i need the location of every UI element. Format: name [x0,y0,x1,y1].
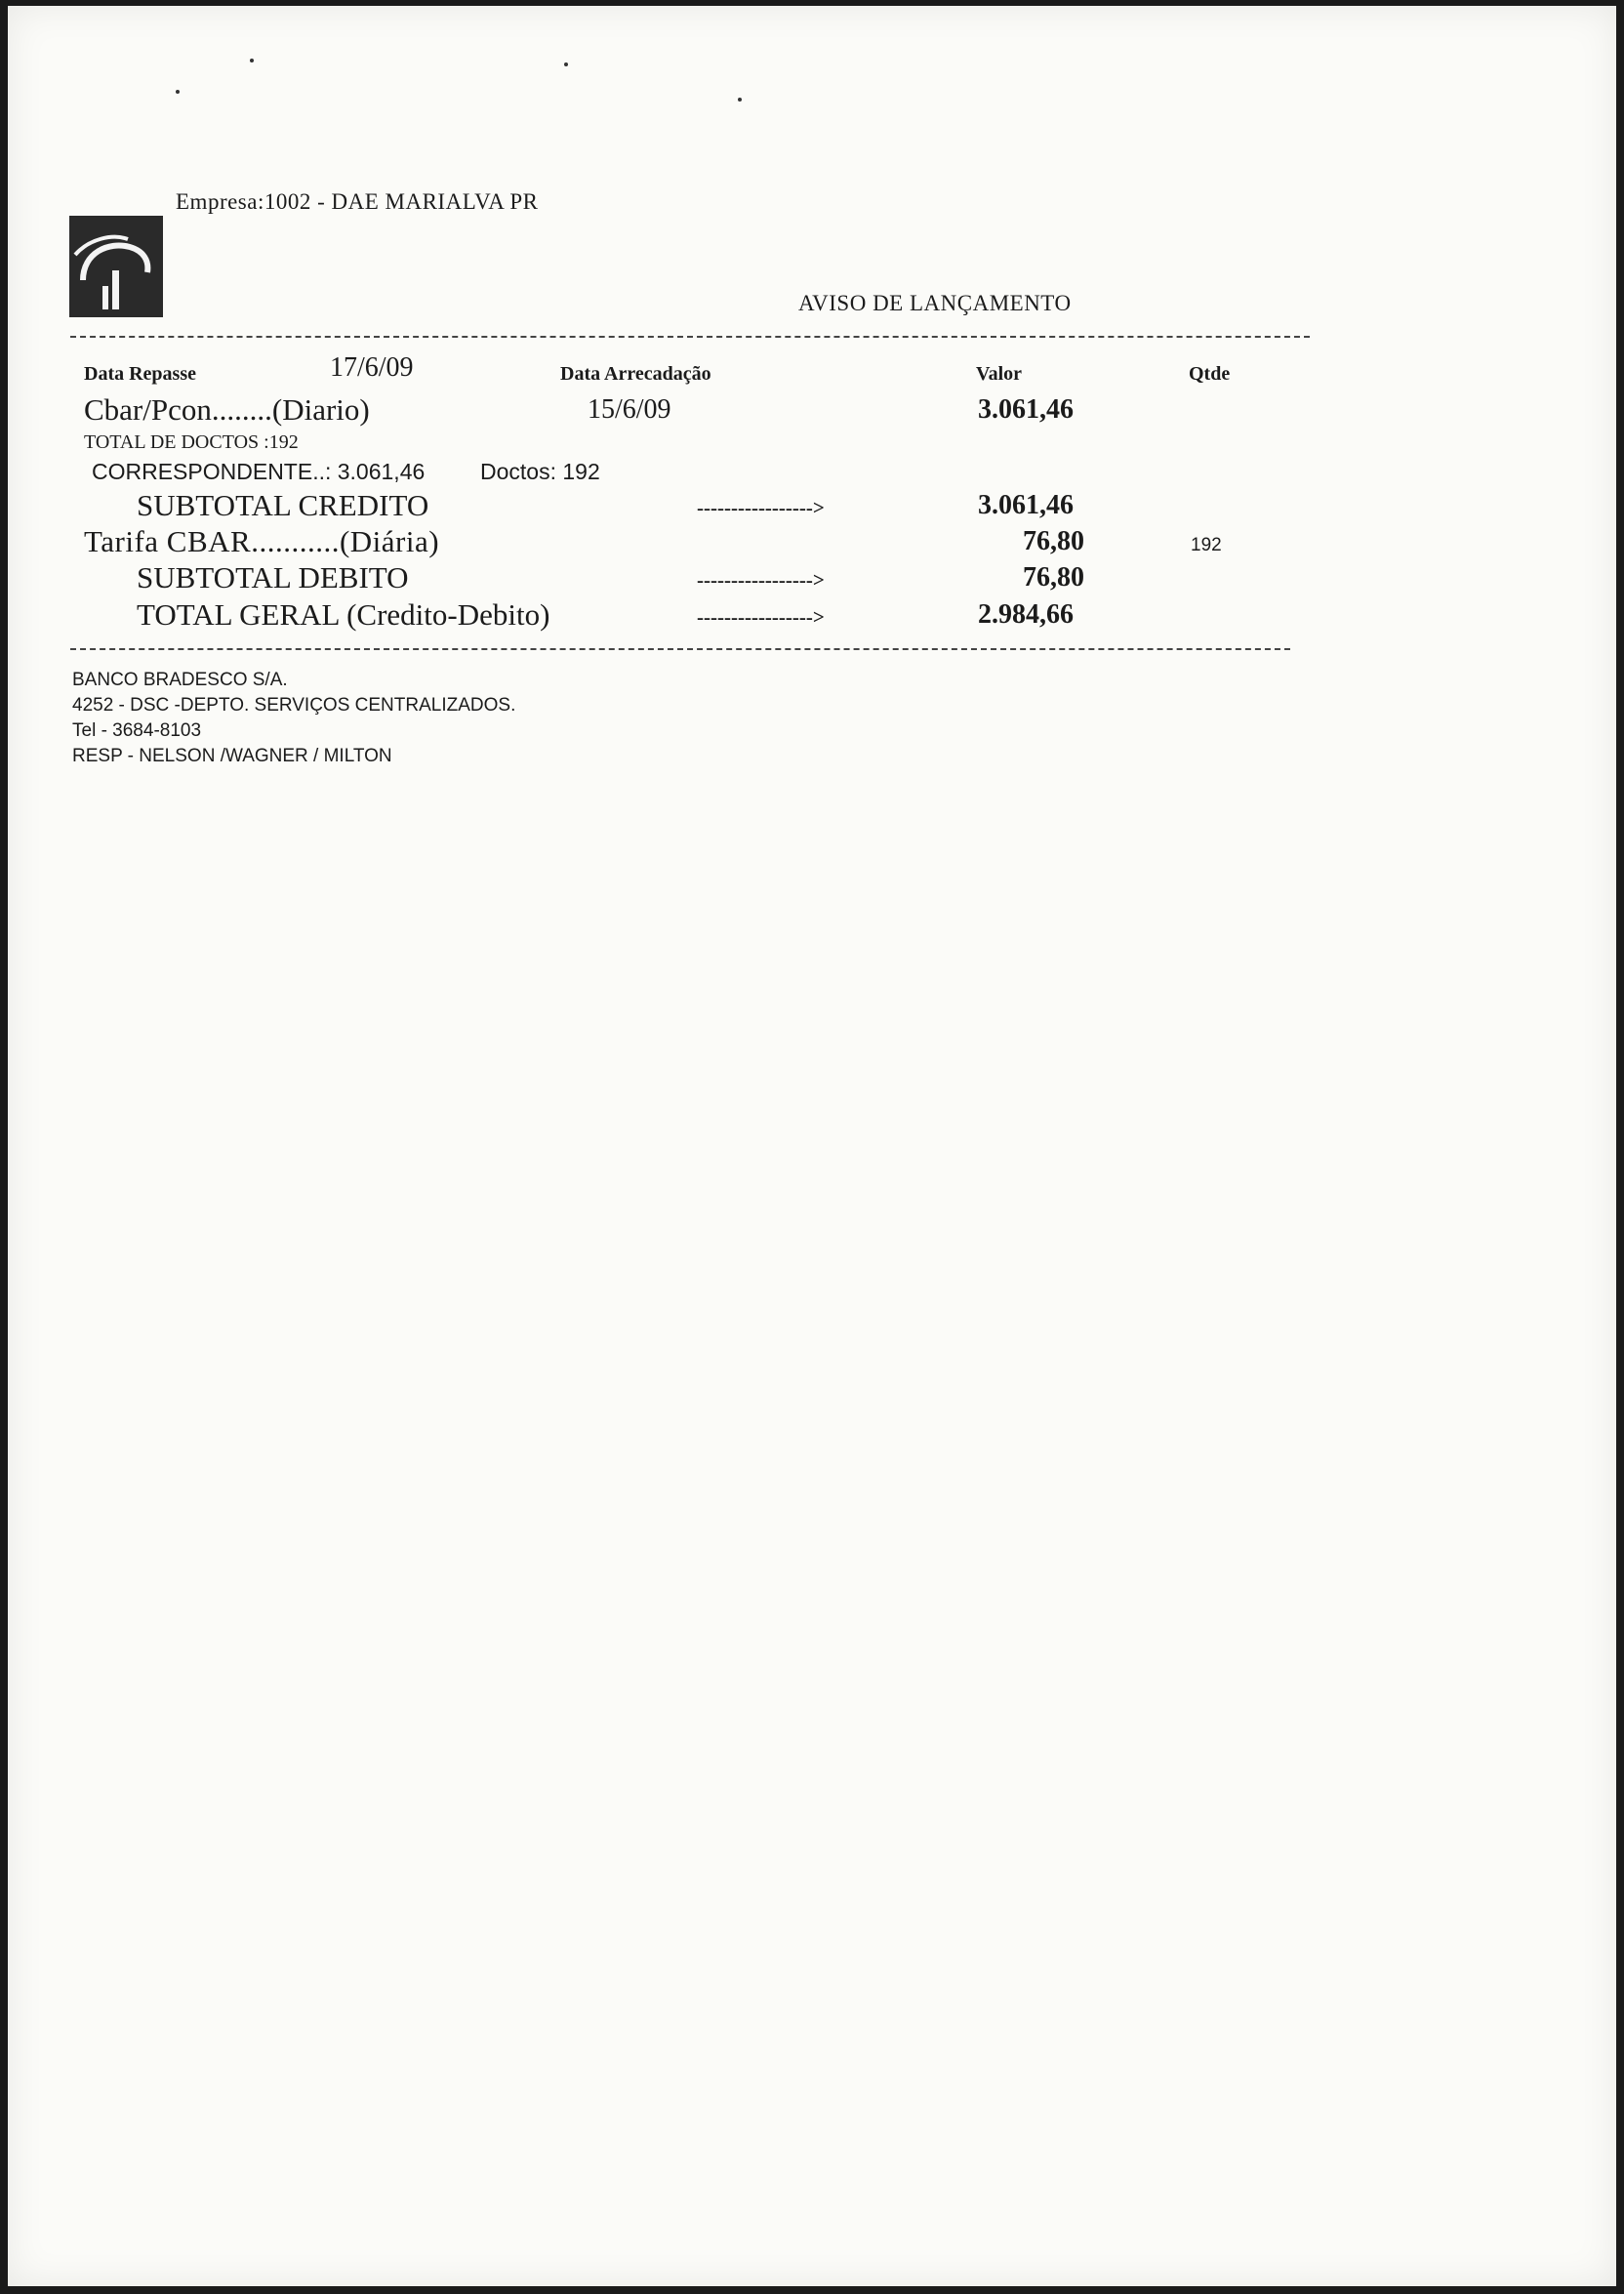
cbar-pcon-date: 15/6/09 [588,394,671,425]
valor-label: Valor [976,363,1023,385]
tarifa-cbar-value: 76,80 [1023,526,1084,556]
bradesco-tree-logo-icon [69,216,163,317]
dashed-divider [70,648,1290,650]
scan-speck [738,98,742,102]
subtotal-credito-label: SUBTOTAL CREDITO [137,488,429,522]
tarifa-cbar-qtde: 192 [1191,535,1222,555]
document-title: AVISO DE LANÇAMENTO [798,291,1072,315]
scan-speck [176,90,180,94]
total-geral-value: 2.984,66 [978,599,1074,630]
correspondente-line: CORRESPONDENTE..: 3.061,46 [92,459,426,484]
subtotal-debito-label: SUBTOTAL DEBITO [137,560,409,594]
empresa-header: Empresa:1002 - DAE MARIALVA PR [176,189,539,214]
correspondente-doctos: Doctos: 192 [480,459,600,484]
scan-speck [250,59,254,62]
cbar-pcon-label: Cbar/Pcon........(Diario) [84,392,370,427]
cbar-pcon-value: 3.061,46 [978,394,1074,425]
qtde-label: Qtde [1189,363,1231,385]
data-repasse-label: Data Repasse [84,363,196,385]
subtotal-credito-value: 3.061,46 [978,490,1074,520]
subtotal-credito-arrow: -----------------> [697,496,825,519]
total-doctos: TOTAL DE DOCTOS :192 [84,431,299,453]
tarifa-cbar-label: Tarifa CBAR...........(Diária) [84,524,440,558]
dashed-divider [70,336,1310,338]
data-repasse-value: 17/6/09 [330,352,414,383]
footer-bank-name: BANCO BRADESCO S/A. [72,670,288,690]
data-arrecadacao-label: Data Arrecadação [560,363,711,385]
scan-speck [564,62,568,66]
document-page [8,6,1616,2286]
footer-phone: Tel - 3684-8103 [72,720,202,741]
footer-department: 4252 - DSC -DEPTO. SERVIÇOS CENTRALIZADOS. [72,695,516,716]
subtotal-debito-arrow: -----------------> [697,568,825,592]
footer-responsible: RESP - NELSON /WAGNER / MILTON [72,746,392,766]
total-geral-label: TOTAL GERAL (Credito-Debito) [137,597,550,632]
subtotal-debito-value: 76,80 [1023,562,1084,593]
total-geral-arrow: -----------------> [697,605,825,629]
